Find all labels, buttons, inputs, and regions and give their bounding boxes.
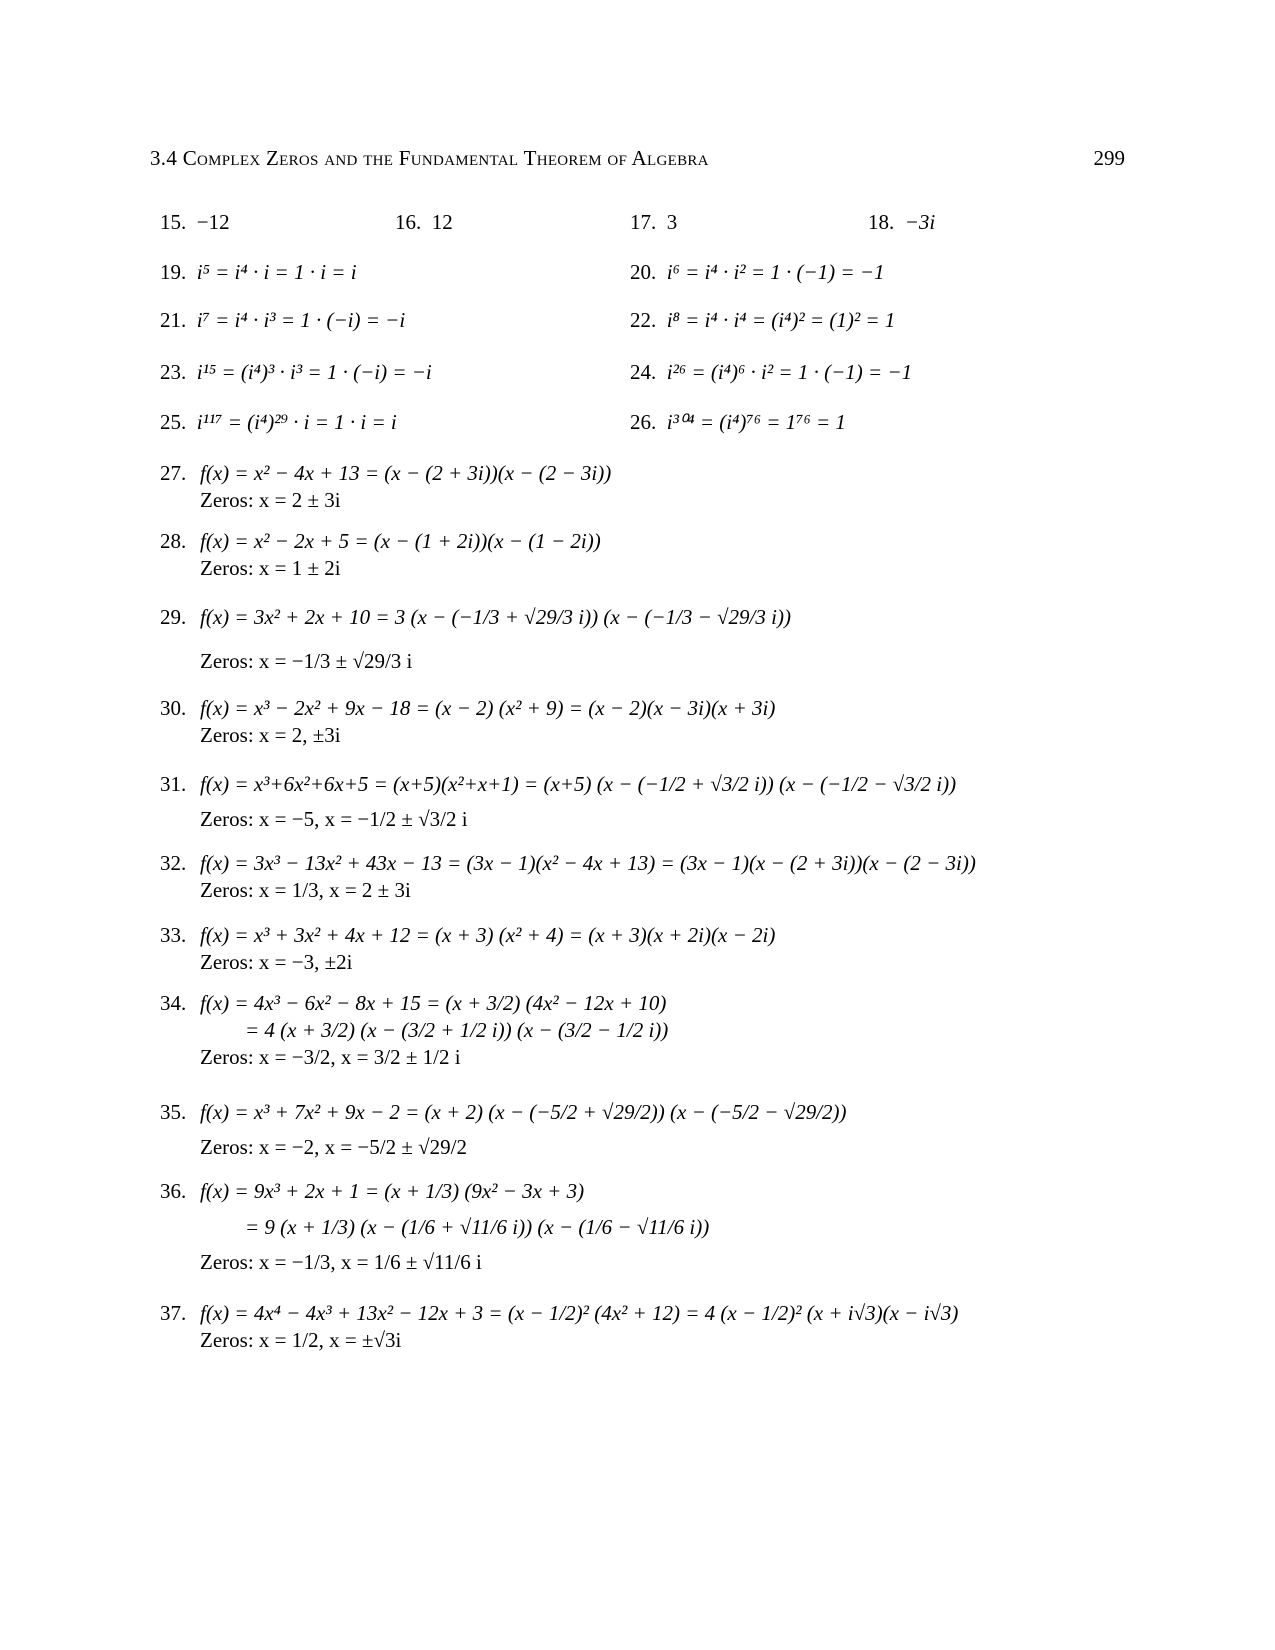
answer-17: 17. 3 — [630, 210, 678, 234]
answer-23: 23. i¹⁵ = (i⁴)³ · i³ = 1 · (−i) = −i — [160, 360, 432, 384]
problem-27-zeros: Zeros: x = 2 ± 3i — [200, 488, 341, 512]
problem-32-zeros: Zeros: x = 1/3, x = 2 ± 3i — [200, 878, 411, 902]
problem-36-factorization: f(x) = 9x³ + 2x + 1 = (x + 1/3) (9x² − 3x + 3) — [200, 1179, 585, 1203]
answer-19: 19. i⁵ = i⁴ · i = 1 · i = i — [160, 260, 357, 284]
answer-20: 20. i⁶ = i⁴ · i² = 1 · (−1) = −1 — [630, 260, 885, 284]
problem-34: 34. f(x) = 4x³ − 6x² − 8x + 15 = (x + 3/2) (4x² − 12x + 10) = 4 (x + 3/2) (x − (3/2 + 1/2 i)) (x − (3/2 − 1/2 i)) Zeros: x = −3/2, x = 3/2 ± 1/2 i — [160, 991, 669, 1069]
problem-30-zeros: Zeros: x = 2, ±3i — [200, 723, 341, 747]
problem-32-factorization: f(x) = 3x³ − 13x² + 43x − 13 = (3x − 1)(x² − 4x + 13) = (3x − 1)(x − (2 + 3i))(x − (2 − 3i)) — [200, 851, 976, 875]
answers-row-23-24 — [160, 360, 1120, 394]
problem-31: 31. f(x) = x³+6x²+6x+5 = (x+5)(x²+x+1) = (x+5) (x − (−1/2 + √3/2 i)) (x − (−1/2 − √3/2 i)) Zeros: x = −5, x = −1/2 ± √3/2 i — [160, 762, 1120, 833]
problem-37-zeros: Zeros: x = 1/2, x = ±√3i — [200, 1328, 402, 1352]
answer-25: 25. i¹¹⁷ = (i⁴)²⁹ · i = 1 · i = i — [160, 410, 397, 434]
problem-29: 29. f(x) = 3x² + 2x + 10 = 3 (x − (−1/3 + √29/3 i)) (x − (−1/3 − √29/3 i)) Zeros: x = −1/3 ± √29/3 i — [160, 595, 1120, 683]
problem-36: 36. f(x) = 9x³ + 2x + 1 = (x + 1/3) (9x² − 3x + 3) = 9 (x + 1/3) (x − (1/6 + √11/6 i)) (x − (1/6 − √11/6 i)) Zeros: x = −1/3, x = 1/6 ± √11/6 i — [160, 1179, 710, 1274]
problem-32: 32. f(x) = 3x³ − 13x² + 43x − 13 = (3x − 1)(x² − 4x + 13) = (3x − 1)(x − (2 + 3i))(x − (2 − 3i)) Zeros: x = 1/3, x = 2 ± 3i — [160, 851, 976, 902]
answer-22: 22. i⁸ = i⁴ · i⁴ = (i⁴)² = (1)² = 1 — [630, 308, 896, 332]
problem-33: 33. f(x) = x³ + 3x² + 4x + 12 = (x + 3) (x² + 4) = (x + 3)(x + 2i)(x − 2i) Zeros: x = −3, ±2i — [160, 923, 776, 974]
answer-24: 24. i²⁶ = (i⁴)⁶ · i² = 1 · (−1) = −1 — [630, 360, 913, 384]
problem-30: 30. f(x) = x³ − 2x² + 9x − 18 = (x − 2) (x² + 9) = (x − 2)(x − 3i)(x + 3i) Zeros: x = 2, ±3i — [160, 696, 776, 747]
problem-33-zeros: Zeros: x = −3, ±2i — [200, 950, 353, 974]
problem-34-factorization: f(x) = 4x³ − 6x² − 8x + 15 = (x + 3/2) (4x² − 12x + 10) — [200, 991, 667, 1015]
problem-34-zeros: Zeros: x = −3/2, x = 3/2 ± 1/2 i — [200, 1045, 461, 1069]
problem-30-factorization: f(x) = x³ − 2x² + 9x − 18 = (x − 2) (x² + 9) = (x − 2)(x − 3i)(x + 3i) — [200, 696, 776, 720]
problem-35: 35. f(x) = x³ + 7x² + 9x − 2 = (x + 2) (x − (−5/2 + √29/2)) (x − (−5/2 − √29/2)) Zeros: x = −2, x = −5/2 ± √29/2 — [160, 1090, 1120, 1161]
problem-37: 37. f(x) = 4x⁴ − 4x³ + 13x² − 12x + 3 = (x − 1/2)² (4x² + 12) = 4 (x − 1/2)² (x + i√3)(x − i√3) Zeros: x = 1/2, x = ±√3i — [160, 1301, 959, 1352]
answers-row-21-22 — [160, 308, 1120, 342]
page-number: 299 — [1093, 146, 1125, 170]
problem-31-zeros: Zeros: x = −5, x = −1/2 ± √3/2 i — [200, 807, 468, 831]
problem-33-factorization: f(x) = x³ + 3x² + 4x + 12 = (x + 3) (x² + 4) = (x + 3)(x + 2i)(x − 2i) — [200, 923, 776, 947]
answer-21: 21. i⁷ = i⁴ · i³ = 1 · (−i) = −i — [160, 308, 406, 332]
problem-35-zeros: Zeros: x = −2, x = −5/2 ± √29/2 — [200, 1135, 467, 1159]
problem-34-full-factorization: = 4 (x + 3/2) (x − (3/2 + 1/2 i)) (x − (3/2 − 1/2 i)) — [245, 1018, 669, 1042]
answers-row-15-18 — [160, 210, 1120, 240]
problem-27: 27. f(x) = x² − 4x + 13 = (x − (2 + 3i))(x − (2 − 3i)) Zeros: x = 2 ± 3i — [160, 461, 612, 512]
answer-26: 26. i³⁰⁴ = (i⁴)⁷⁶ = 1⁷⁶ = 1 — [630, 410, 846, 434]
answer-18: 18. −3i — [868, 210, 936, 234]
problem-37-factorization: f(x) = 4x⁴ − 4x³ + 13x² − 12x + 3 = (x − 1/2)² (4x² + 12) = 4 (x − 1/2)² (x + i√3)(x − i√3) — [200, 1301, 959, 1325]
answer-15: 15. −12 — [160, 210, 230, 234]
answers-row-19-20 — [160, 260, 1120, 294]
problem-29-zeros: Zeros: x = −1/3 ± √29/3 i — [200, 649, 413, 673]
answer-16: 16. 12 — [395, 210, 453, 234]
problem-29-factorization: f(x) = 3x² + 2x + 10 = 3 (x − (−1/3 + √29/3 i)) (x − (−1/3 − √29/3 i)) — [200, 605, 791, 629]
problem-28: 28. f(x) = x² − 2x + 5 = (x − (1 + 2i))(x − (1 − 2i)) Zeros: x = 1 ± 2i — [160, 529, 601, 580]
section-title: 3.4 Complex Zeros and the Fundamental Theorem of Algebra — [150, 146, 709, 170]
problem-31-factorization: f(x) = x³+6x²+6x+5 = (x+5)(x²+x+1) = (x+5) (x − (−1/2 + √3/2 i)) (x − (−1/2 − √3/2 i)) — [200, 772, 957, 796]
problem-35-factorization: f(x) = x³ + 7x² + 9x − 2 = (x + 2) (x − (−5/2 + √29/2)) (x − (−5/2 − √29/2)) — [200, 1100, 847, 1124]
problem-28-zeros: Zeros: x = 1 ± 2i — [200, 556, 341, 580]
answers-row-25-26 — [160, 410, 1120, 444]
problem-28-factorization: f(x) = x² − 2x + 5 = (x − (1 + 2i))(x − (1 − 2i)) — [200, 529, 601, 553]
problem-36-zeros: Zeros: x = −1/3, x = 1/6 ± √11/6 i — [200, 1250, 482, 1274]
problem-27-factorization: f(x) = x² − 4x + 13 = (x − (2 + 3i))(x − (2 − 3i)) — [200, 461, 612, 485]
page-header — [150, 146, 1125, 176]
problem-36-full-factorization: = 9 (x + 1/3) (x − (1/6 + √11/6 i)) (x − (1/6 − √11/6 i)) — [245, 1215, 710, 1239]
